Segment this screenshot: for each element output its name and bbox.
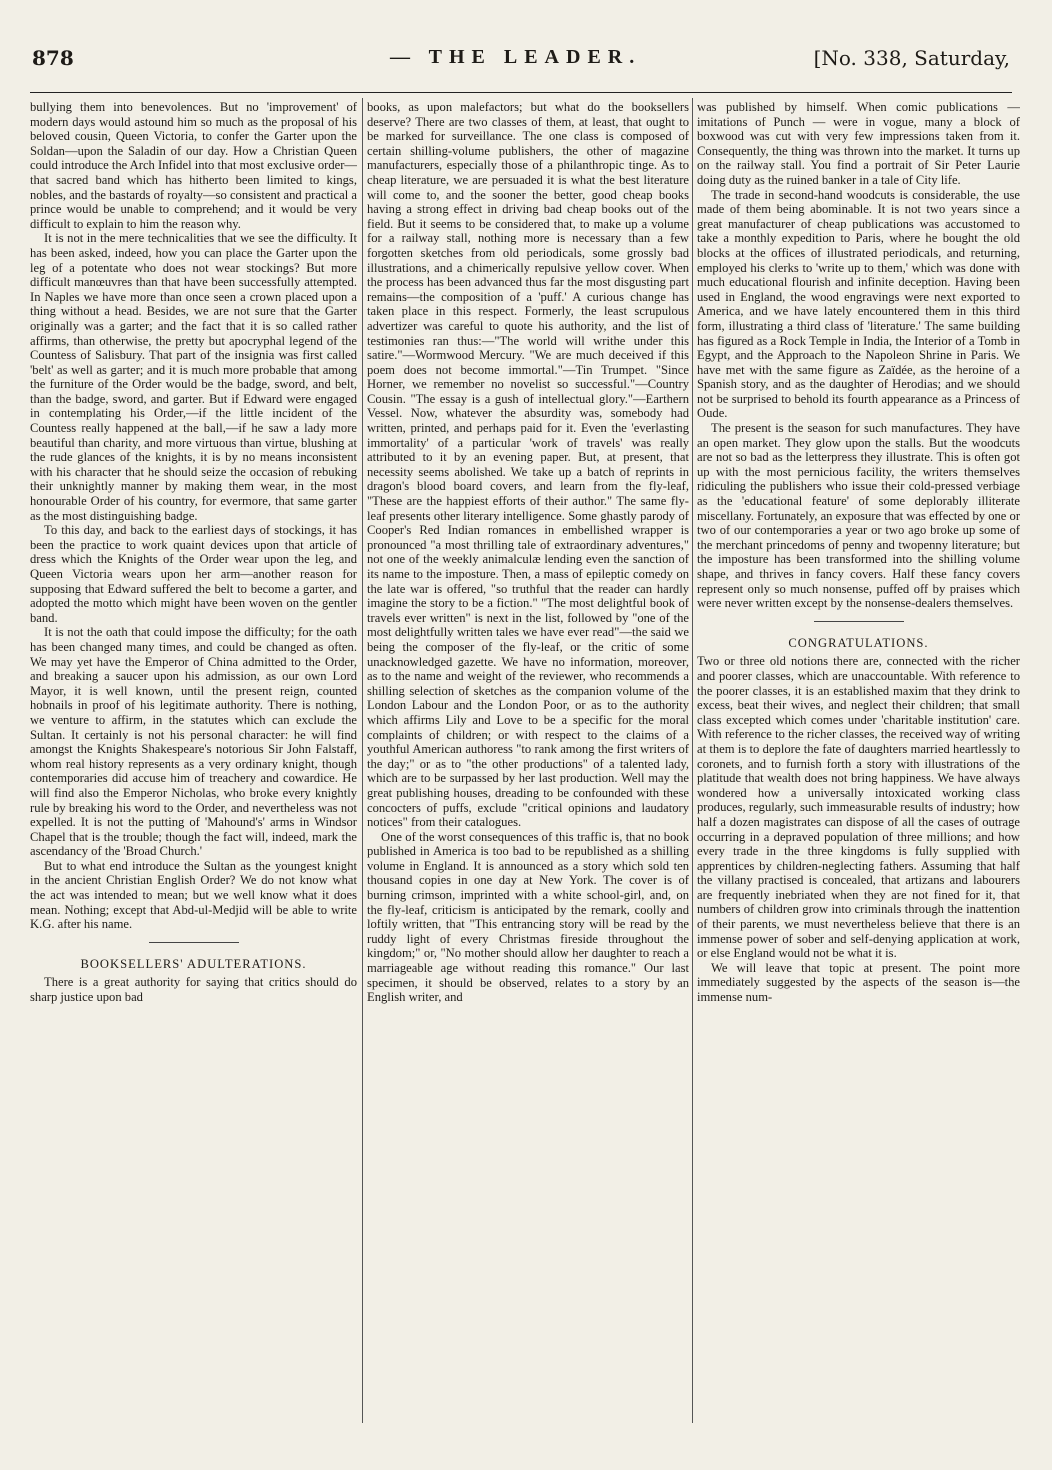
column-1 (30, 100, 357, 1420)
page-header (30, 44, 1012, 93)
paragraph: books, as upon malefactors; but what do the booksellers deserve? There are two classes of them, at least, that ought to be marked for surveillance. The one class is composed of certain shilling-volume publishers, the other of magazine manufacturers, especially those of a philanthropic tinge. As to cheap literature, we are persuaded it is what the best literature will come to, and the sooner the better, good cheap books having a strong effect in driving bad cheap books out of the field. But it seems to be considered that, to make up a volume for a railway stall, nothing more is necessary than a few forgotten sketches from old periodicals, some grossly bad illustrations, and a chimerically repulsive yellow cover. When the process has been advanced thus far the most disgusting part remains—the composition of a 'puff.' A curious change has taken place in this respect. Formerly, the least scrupulous advertizer was careful to quote his authority, and the list of testimonies ran thus:—"The world will writhe under this satire."—Wormwood Mercury. "We are much deceived if this poem does not become immortal."—Tin Trumpet. "Since Horner, we remember no novelist so successful."—Country Cousin. "The essay is a gush of intellectual glory."—Earthern Vessel. Now, whatever the absurdity was, somebody had written, printed, and perhaps paid for it. Even the 'everlasting immortality' of a particular 'work of travels' was really attributed to it by an evening paper. But, at present, that necessity seems abolished. We take up a batch of reprints in dragon's blood board covers, and learn from the fly-leaf, "These are the happiest efforts of their author." The same fly-leaf presents other literary intelligence. Some ghastly parody of Cooper's Red Indian romances in embellished wrapper is pronounced "a most thrilling tale of extraordinary adventures," not one of the weekly animalculæ lending even the sanction of its name to the imposture. Then, a mass of epileptic comedy on the late war is offered, "so truthful that the reader can hardly imagine the story to be a fiction." "The most delightful book of travels ever written" is next in the list, followed by "one of the most delightfully written tales we have ever read"—the said we being the composer of the fly-leaf, or the critic of some unacknowledged gazette. We have no information, moreover, as to the name and weight of the reviewer, who recommends a shilling selection of sketches as the companion volume of the London Labour and the London Poor, or as to the authority which affirms Lily and Love to be a specific for the moral complaints of children; or with respect to the claims of a youthful American authoress "to rank among the first writers of the day;" or as to "the other productions" of a talented lady, which are to be surpassed by her last production. Well may the great publishing houses, dreading to be confounded with these concocters of puffs, exclude "critical opinions and laudatory notices" from their catalogues. (367, 100, 689, 830)
issue-info: [No. 338, Saturday, (813, 46, 1010, 70)
paragraph: The trade in second-hand woodcuts is considerable, the use made of them being abominable. It is not two years since a great manufacturer of cheap publications was accustomed to take a monthly expedition to Paris, where he bought the old blocks at the offices of illustrated periodicals, and returning, employed his clerks to 'write up to them,' which was done with much educational flourish and infinite deception. Having been used in England, the wood engravings were next exported to America, and we have lately encountered them in this third form, illustrating a third class of 'literature.' The same building has figured as a Rock Temple in India, the Interior of a Tomb in Egypt, and the Approach to the Napoleon Shrine in Paris. We have met with the same figure as Zaïdée, as the heroine of a Spanish story, and as the daughter of Herodias; and we should not be surprised to behold its fourth appearance as a Princess of Oude. (697, 187, 1020, 421)
column-3 (697, 100, 1020, 1420)
paragraph: There is a great authority for saying that critics should do sharp justice upon bad (30, 975, 357, 1005)
paragraph: It is not the oath that could impose the difficulty; for the oath has been changed many times, and could be changed as often. We may yet have the Emperor of China admitted to the Order, and breaking a saucer upon his admission, as our own Lord Mayor, it is well known, until the present reign, counted hobnails in proof of his legitimate authority. There is nothing, we venture to affirm, in the statutes which can exclude the Sultan. It certainly is not his personal character: he will find amongst the Knights Shakespeare's notorious Sir John Falstaff, whom real history represents as a very ordinary knight, though contemporaries did accuse him of treachery and cowardice. He will find also the Emperor Nicholas, who broke every knightly rule by breaking his word to the Order, and nevertheless was not expelled. It is not the putting of 'Mahound's' arms in Windsor Chapel that is the trouble; though the fact will, indeed, mark the ascendancy of the 'Broad Church.' (30, 625, 357, 859)
section-rule (149, 942, 239, 943)
paragraph: To this day, and back to the earliest days of stockings, it has been the practice to work quaint devices upon that article of dress which the Knights of the Order wear upon the leg, and Queen Victoria wears upon her arm—another reason for supposing that Edward suffered the belt to become a garter, and adopted the motto which might have been woven on the gentler band. (30, 523, 357, 625)
paragraph: bullying them into benevolences. But no 'improvement' of modern days would astound him so much as the proposal of his beloved cousin, Queen Victoria, to confer the Garter upon the Soldan—upon the Saladin of our day. How a Christian Queen could introduce the Arch Infidel into that most exclusive order—that sacred band which has hitherto been limited to kings, nobles, and the bastards of royalty—so consistent and practical a prince would be unable to comprehend; and it would be very difficult to explain to him the reason why. (30, 100, 357, 231)
section-title: CONGRATULATIONS. (788, 635, 929, 650)
masthead-title: — THE LEADER. (390, 46, 642, 68)
column-divider (362, 98, 363, 1423)
column-2 (367, 100, 689, 1420)
section-rule (814, 621, 904, 622)
paragraph: Two or three old notions there are, connected with the richer and poorer classes, which are unaccountable. With reference to the poorer classes, it is an established maxim that they drink to excess, beat their wives, and neglect their children; that small class excepted which comes under 'charitable institution' care. With reference to the richer classes, the received way of writing at them is to deplore the fate of daughters married heartlessly to coronets, and to furnish forth a story with illustrations of the platitude that wealth does not bring happiness. We have always wondered how a universally intoxicated working class produces, regularly, such immeasurable results of industry; how half a dozen magistrates can dispose of all the cases of outrage occurring in a depraved population of three millions; and how every trade in the three kingdoms is fully supplied with apprentices by children-neglecting fathers. Assuming that half the villany practised is concealed, that artizans and labourers are frequently inebriated when they are not fined for it, that numbers of children grow into criminals through the inattention of their parents, we must nevertheless believe that there is an immense power of sober and self-denying application at work, or else England would not be what it is. (697, 654, 1020, 961)
section-title: BOOKSELLERS' ADULTERATIONS. (80, 956, 307, 971)
paragraph: It is not in the mere technicalities that we see the difficulty. It has been asked, indeed, how you can place the Garter upon the leg of a potentate who does not wear stockings? But more difficult manœuvres than that have been successfully attempted. In Naples we have more than once seen a crown placed upon a thing without a head. Besides, we are not sure that the Garter originally was a garter; and the fact that it is so called rather affirms, than otherwise, the pretty but apocryphal legend of the Countess of Salisbury. That part of the insignia was first called 'belt' as well as garter; and it is much more probable that among the furniture of the Order would be the badge, sword, and belt, than the badge, sword, and garter. But if Edward were engaged in contemplating his Order,—if the little incident of the Countess really happened at the ball,—if he saw a lady more beautiful than charity, and more virtuous than virtue, blushing at the rude glances of the knights, it is by no means inconsistent with his character that he should seize the occasion of rebuking their unknightly manner by making them wear, in the most honourable Order of his country, for evermore, that same garter as the most distinguishing badge. (30, 231, 357, 523)
paragraph: But to what end introduce the Sultan as the youngest knight in the ancient Christian English Order? We do not know what the act was intended to mean; but we well know what it does mean. Nothing; except that Abd-ul-Medjid will be able to write K.G. after his name. (30, 858, 357, 932)
column-divider (692, 98, 693, 1423)
paragraph: was published by himself. When comic publications — imitations of Punch — were in vogue, many a block of boxwood was cut with very few impressions taken from it. Consequently, the thing was thrown into the market. It turns up on the railway stall. You find a portrait of Sir Peter Laurie doing duty as the ruined banker in a tale of City life. (697, 100, 1020, 187)
paragraph: The present is the season for such manufactures. They have an open market. They glow upon the stalls. But the woodcuts are not so bad as the letterpress they illustrate. This is often got up with the most pernicious facility, the writers themselves ridiculing the publishers who issue their cold-pressed verbiage as the 'educational feature' of some deplorably illiterate miscellany. Fortunately, an exposure that was effected by one or two of our contemporaries a year or two ago broke up some of the merchant princedoms of penny and twopenny literature; but the imposture has been transformed into the shilling volume shape, and thrives in fancy covers. Half these fancy covers represent only so much nonsense, puffed off by praises which were never written except by the nonsense-dealers themselves. (697, 421, 1020, 611)
paragraph: We will leave that topic at present. The point more immediately suggested by the aspects of the season is—the immense num- (697, 960, 1020, 1005)
page-number: 878 (32, 46, 74, 70)
paragraph: One of the worst consequences of this traffic is, that no book published in America is too bad to be republished as a shilling volume in England. It is announced as a story which sold ten thousand copies in one day at New York. The cover is of burning crimson, imprinted with a white school-girl, and, on the fly-leaf, criticism is anticipated by the remark, coolly and loftily written, that "This entrancing story will be read by the ruddy light of every Christmas fireside throughout the kingdom;" or, "No mother should allow her daughter to reach a marriageable age without reading this romance." Our last specimen, it should be observed, relates to a story by an English writer, and (367, 829, 689, 1005)
